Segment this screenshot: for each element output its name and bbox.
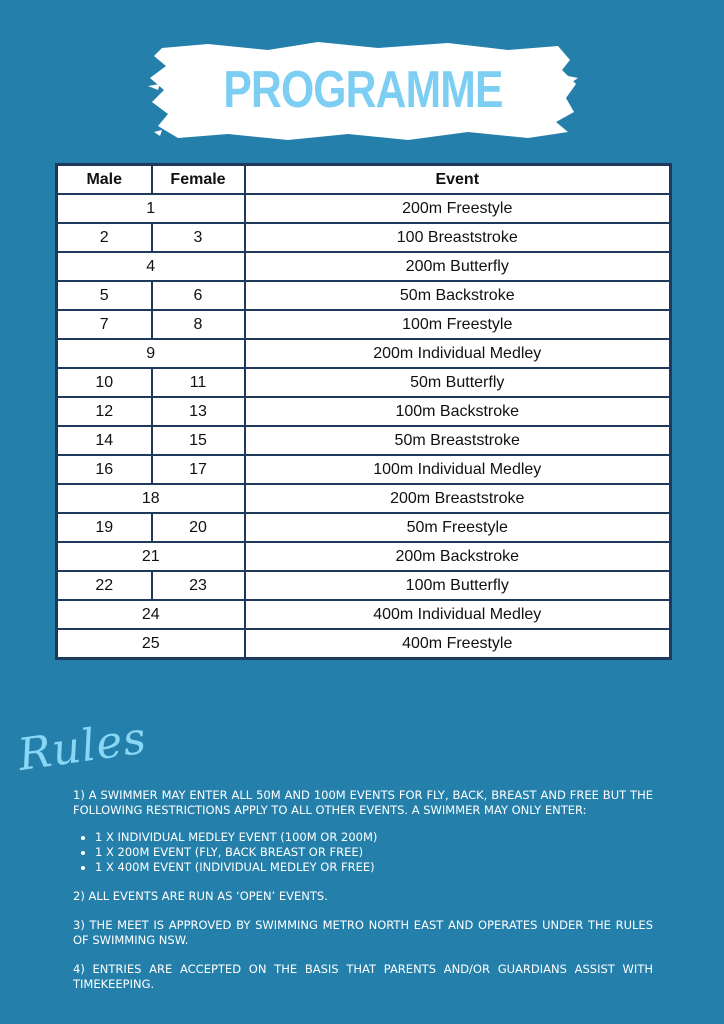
table-row: [57, 600, 671, 629]
event-name: 200m Backstroke: [245, 542, 671, 571]
rule-3: 3) THE MEET IS APPROVED BY SWIMMING METRO NORTH EAST AND OPERATES UNDER THE RULES OF SWIMMING NSW.: [73, 918, 653, 947]
female-event-number: 23: [152, 571, 245, 600]
table-row: [57, 368, 671, 397]
rule-1: 1) A SWIMMER MAY ENTER ALL 50M AND 100M EVENTS FOR FLY, BACK, BREAST AND FREE BUT THE FOLLOWING RESTRICTIONS APPLY TO ALL OTHER EVENTS. A SWIMMER MAY ONLY ENTER:: [73, 788, 653, 817]
table-row: [57, 629, 671, 659]
event-name: 400m Freestyle: [245, 629, 671, 659]
table-row: [57, 194, 671, 223]
event-number-cell: 25: [57, 629, 245, 659]
table-row: [57, 542, 671, 571]
event-name: 100m Butterfly: [245, 571, 671, 600]
event-name: 200m Individual Medley: [245, 339, 671, 368]
female-event-number: 11: [152, 368, 245, 397]
male-event-number: 19: [57, 513, 152, 542]
header-female: Female: [152, 165, 245, 195]
male-event-number: 7: [57, 310, 152, 339]
list-item: • 1 X 400M EVENT (INDIVIDUAL MEDLEY OR FREE): [95, 860, 653, 875]
female-event-number: 20: [152, 513, 245, 542]
event-name: 100m Individual Medley: [245, 455, 671, 484]
event-name: 200m Freestyle: [245, 194, 671, 223]
female-event-number: 15: [152, 426, 245, 455]
list-item: • 1 X 200M EVENT (FLY, BACK BREAST OR FREE): [95, 845, 653, 860]
rules-heading: Rules: [14, 712, 150, 781]
table-row: [57, 397, 671, 426]
list-item: • 1 X INDIVIDUAL MEDLEY EVENT (100M OR 200M): [95, 830, 653, 845]
table-row: [57, 484, 671, 513]
table-row: [57, 513, 671, 542]
event-name: 50m Freestyle: [245, 513, 671, 542]
rules-section: [73, 788, 653, 1006]
event-number-cell: 1: [57, 194, 245, 223]
event-name: 100m Backstroke: [245, 397, 671, 426]
event-name: 50m Breaststroke: [245, 426, 671, 455]
table-row: [57, 310, 671, 339]
male-event-number: 2: [57, 223, 152, 252]
header-event: Event: [245, 165, 671, 195]
event-number-cell: 24: [57, 600, 245, 629]
male-event-number: 12: [57, 397, 152, 426]
male-event-number: 22: [57, 571, 152, 600]
programme-table: [55, 163, 672, 660]
female-event-number: 8: [152, 310, 245, 339]
page-title: PROGRAMME: [223, 61, 503, 119]
event-number-cell: 4: [57, 252, 245, 281]
rule-4: 4) ENTRIES ARE ACCEPTED ON THE BASIS THAT PARENTS AND/OR GUARDIANS ASSIST WITH TIMEKEEPING.: [73, 962, 653, 991]
event-name: 100 Breaststroke: [245, 223, 671, 252]
event-number-cell: 18: [57, 484, 245, 513]
male-event-number: 5: [57, 281, 152, 310]
male-event-number: 14: [57, 426, 152, 455]
table-row: [57, 426, 671, 455]
event-name: 100m Freestyle: [245, 310, 671, 339]
event-number-cell: 21: [57, 542, 245, 571]
male-event-number: 16: [57, 455, 152, 484]
table-row: [57, 223, 671, 252]
table-row: [57, 455, 671, 484]
table-row: [57, 281, 671, 310]
table-header-row: [57, 165, 671, 195]
event-number-cell: 9: [57, 339, 245, 368]
female-event-number: 3: [152, 223, 245, 252]
female-event-number: 6: [152, 281, 245, 310]
female-event-number: 17: [152, 455, 245, 484]
event-name: 200m Butterfly: [245, 252, 671, 281]
table-row: [57, 339, 671, 368]
event-name: 200m Breaststroke: [245, 484, 671, 513]
event-name: 50m Backstroke: [245, 281, 671, 310]
male-event-number: 10: [57, 368, 152, 397]
event-name: 50m Butterfly: [245, 368, 671, 397]
female-event-number: 13: [152, 397, 245, 426]
rule-1-list: [73, 830, 653, 875]
rule-2: 2) ALL EVENTS ARE RUN AS ‘OPEN’ EVENTS.: [73, 889, 328, 903]
event-name: 400m Individual Medley: [245, 600, 671, 629]
table-row: [57, 252, 671, 281]
table-body: [57, 194, 671, 659]
table-row: [57, 571, 671, 600]
header-male: Male: [57, 165, 152, 195]
